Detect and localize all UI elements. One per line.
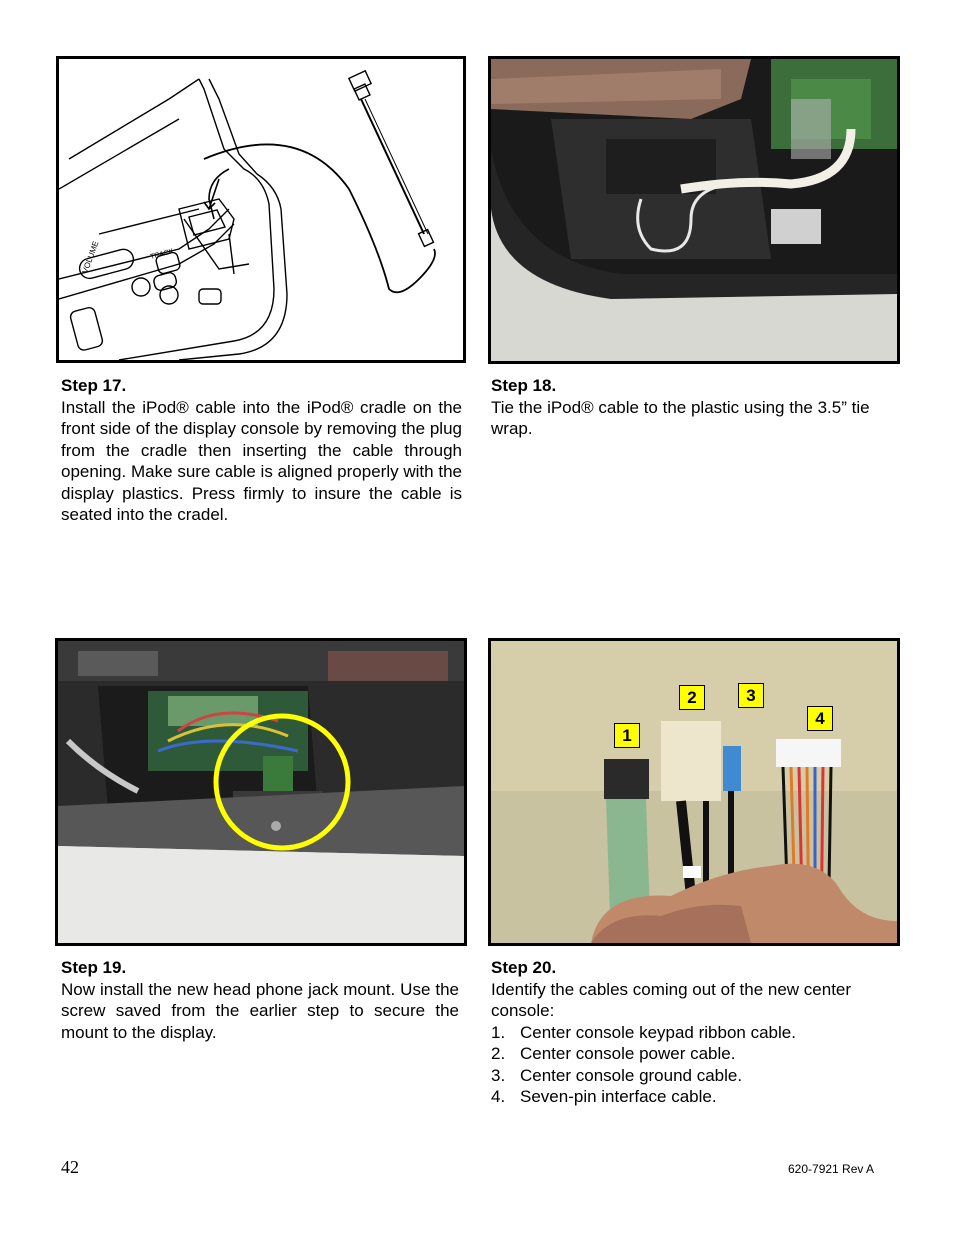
step-18-heading: Step 18. bbox=[491, 376, 557, 395]
list-item bbox=[491, 1065, 899, 1087]
track-label: TRACK bbox=[149, 248, 175, 261]
list-item-text: Seven-pin interface cable. bbox=[520, 1087, 717, 1106]
step-19-heading: Step 19. bbox=[61, 958, 127, 977]
step-20-text bbox=[491, 957, 899, 1108]
step-17-illustration bbox=[56, 56, 466, 363]
step-20-heading: Step 20. bbox=[491, 958, 557, 977]
step-20-body: Identify the cables coming out of the new center console: bbox=[491, 979, 852, 1020]
step-17-text bbox=[61, 375, 462, 526]
step-18-body: Tie the iPod® cable to the plastic using the 3.5” tie wrap. bbox=[491, 397, 870, 438]
step-19-photo bbox=[55, 638, 467, 946]
step-19-body: Now install the new head phone jack mount. Use the screw saved from the earlier step to secure the mount to the display. bbox=[61, 979, 459, 1042]
list-item-number: 4. bbox=[491, 1087, 506, 1106]
list-item-text: Center console ground cable. bbox=[520, 1065, 743, 1085]
page-number: 42 bbox=[61, 1157, 79, 1177]
callout-1: 1 bbox=[614, 723, 640, 748]
callout-2: 2 bbox=[679, 685, 705, 710]
list-item-number: 3. bbox=[491, 1065, 506, 1085]
callout-3: 3 bbox=[738, 683, 764, 708]
step-20-photo bbox=[488, 638, 900, 946]
step-18-text bbox=[491, 375, 899, 440]
list-item bbox=[491, 1086, 899, 1108]
volume-label: VOLUME bbox=[80, 239, 101, 275]
cable-tie-photo bbox=[491, 59, 897, 361]
list-item-number: 1. bbox=[491, 1022, 506, 1042]
step-17-body: Install the iPod® cable into the iPod® cradle on the front side of the display console by removing the plug from the cradle then inserting the cable through opening. Make sure cable is aligned properly with the display plastics. Press firmly to insure the cable is seated into the cradel. bbox=[61, 397, 462, 524]
headphone-jack-mount-photo bbox=[58, 641, 464, 943]
step-17-heading: Step 17. bbox=[61, 376, 127, 395]
cable-list bbox=[491, 1022, 899, 1108]
list-item bbox=[491, 1043, 899, 1065]
ipod-cradle-line-drawing bbox=[59, 59, 463, 360]
step-18-photo bbox=[488, 56, 900, 364]
document-number: 620-7921 Rev A bbox=[788, 1162, 875, 1176]
list-item-text: Center console power cable. bbox=[520, 1044, 736, 1063]
list-item-text: Center console keypad ribbon cable. bbox=[520, 1022, 796, 1042]
list-item bbox=[491, 1022, 899, 1044]
list-item-number: 2. bbox=[491, 1044, 506, 1063]
callout-4: 4 bbox=[807, 706, 833, 731]
step-19-text bbox=[61, 957, 459, 1043]
